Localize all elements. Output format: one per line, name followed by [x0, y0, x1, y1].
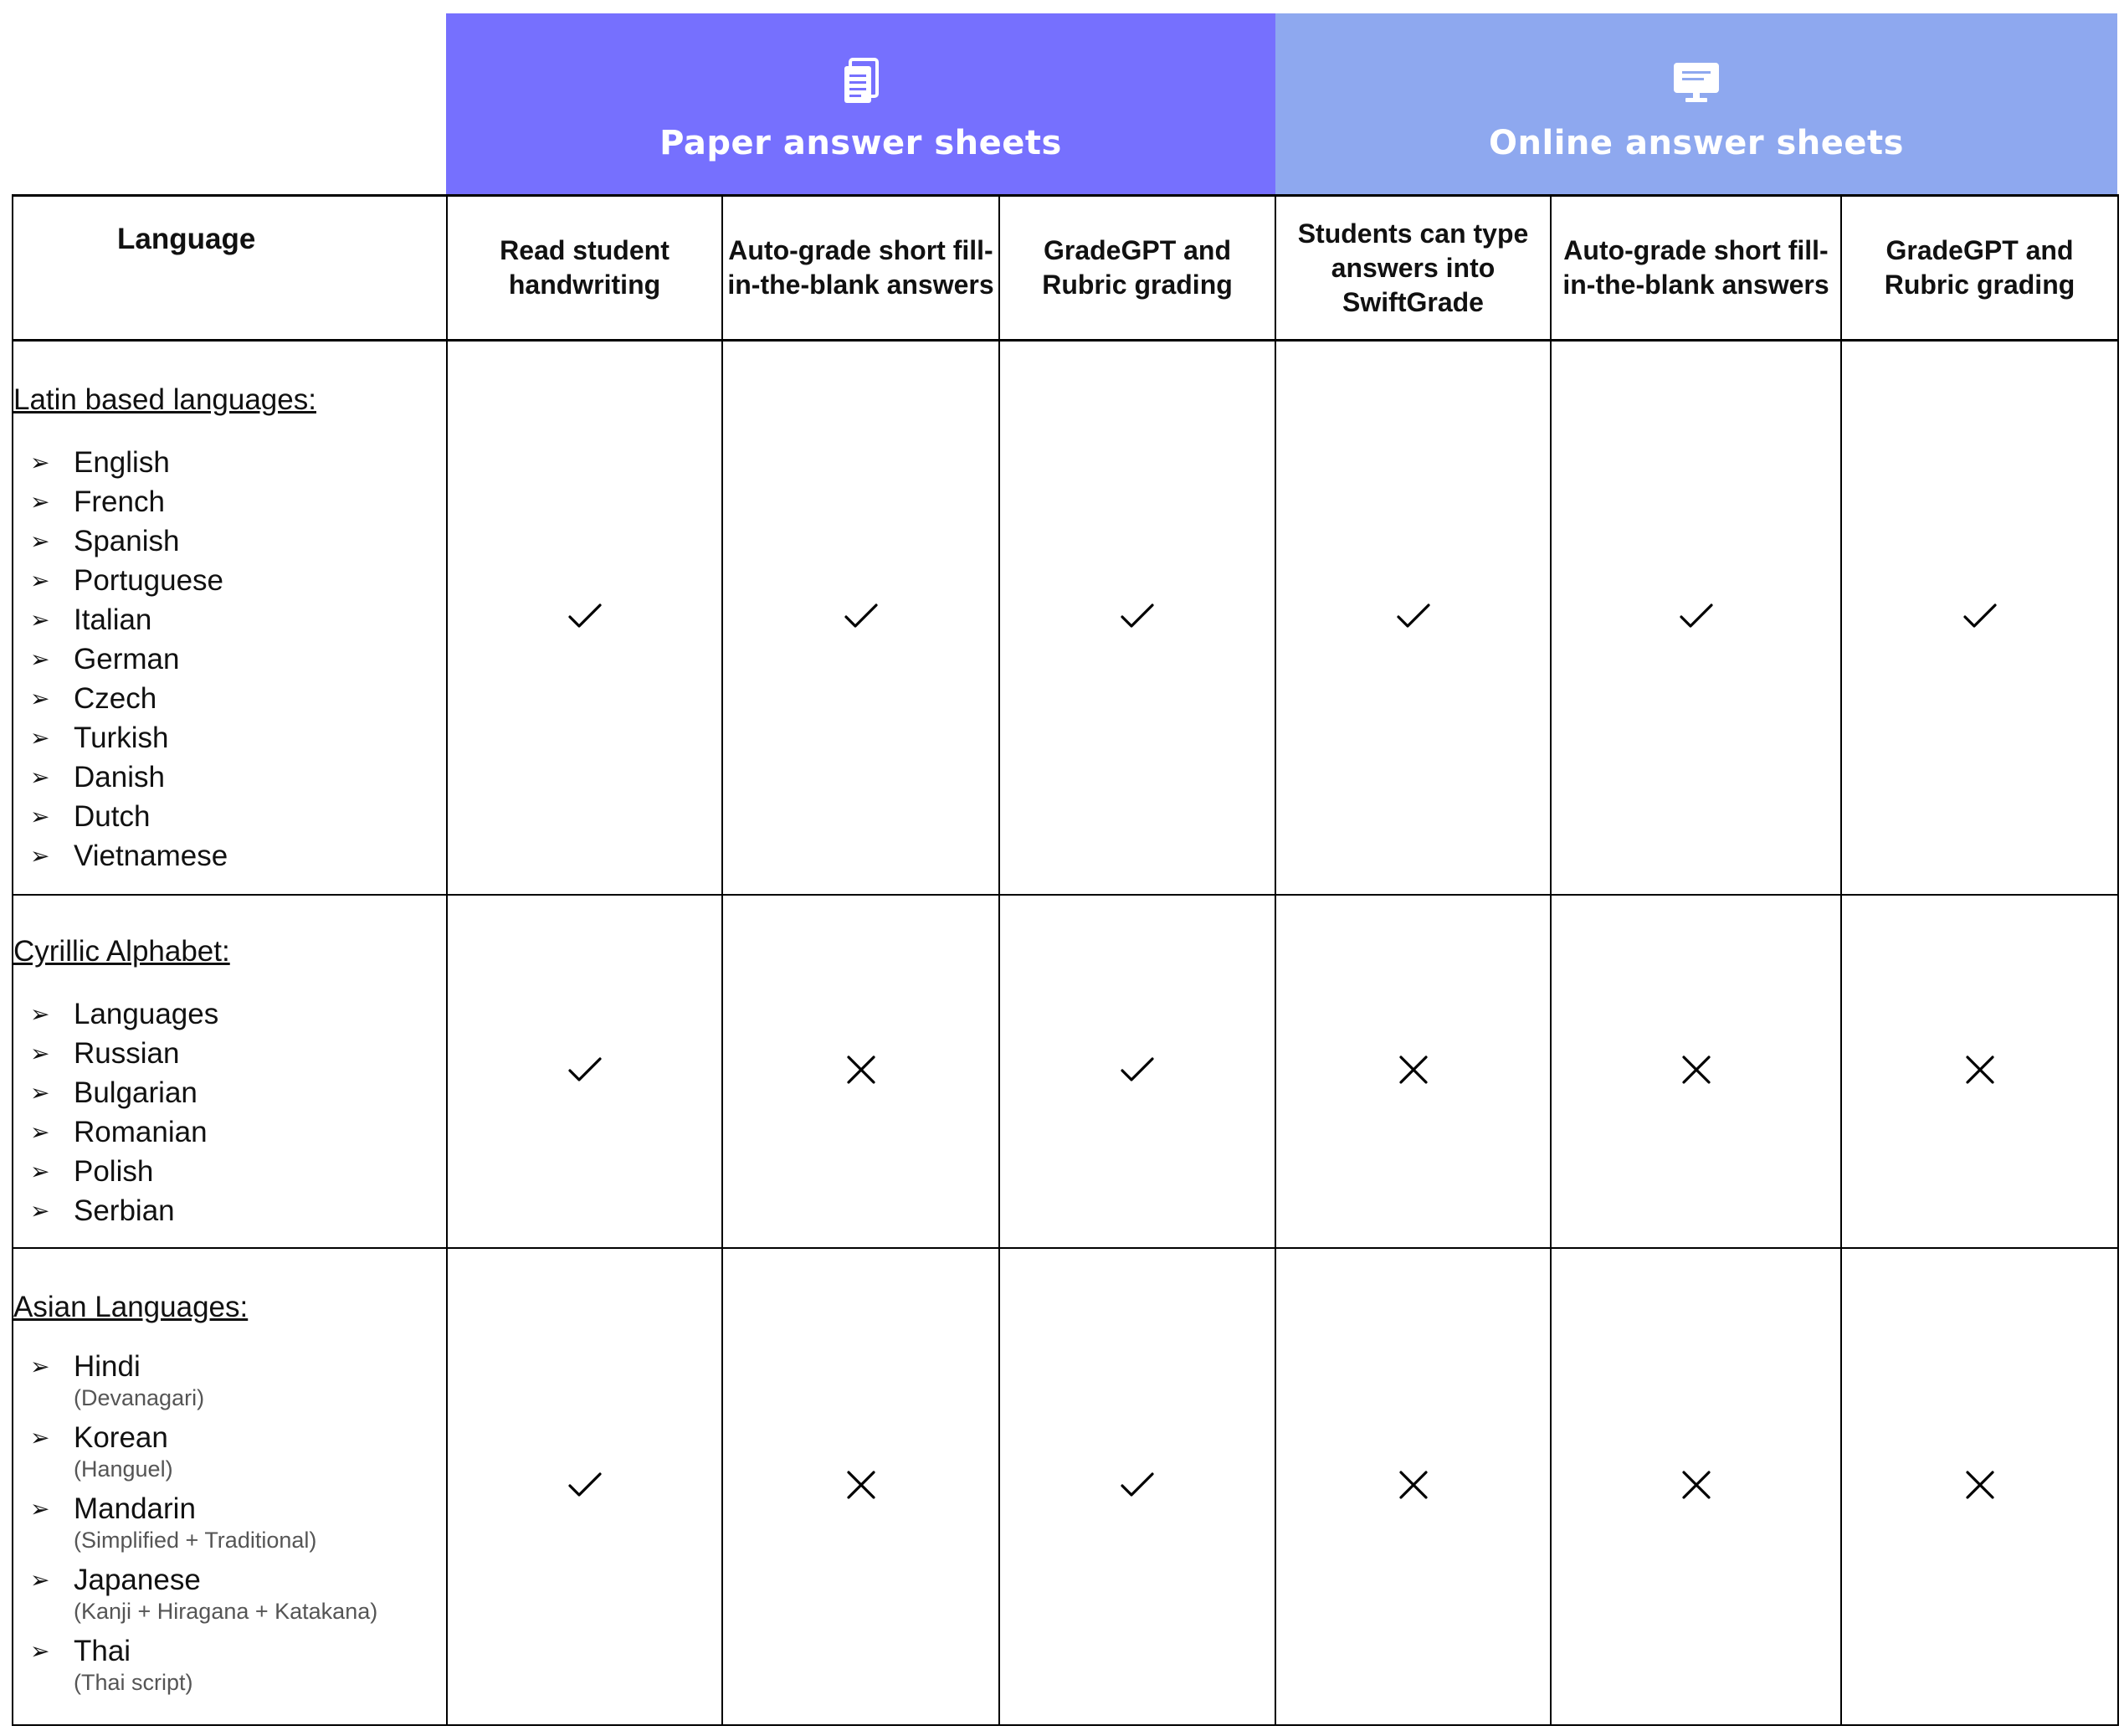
- check-icon: [1119, 599, 1156, 633]
- check-icon: [1119, 1053, 1156, 1086]
- table-row: [13, 1248, 2118, 1725]
- support-cell: [722, 341, 999, 896]
- language-group-cell: [13, 895, 447, 1248]
- table-row: [13, 895, 2118, 1248]
- arrow-bullet-icon: ➢: [30, 488, 50, 515]
- arrow-bullet-icon: ➢: [30, 606, 50, 633]
- paper-answer-sheets-header: [446, 13, 1275, 194]
- arrow-bullet-icon: ➢: [30, 645, 50, 672]
- language-name: Spanish: [74, 524, 180, 557]
- list-item: [13, 639, 446, 679]
- arrow-bullet-icon: ➢: [30, 1566, 50, 1593]
- list-item: [13, 1191, 446, 1230]
- language-name: Romanian: [74, 1116, 208, 1148]
- script-note: (Devanagari): [74, 1384, 205, 1410]
- cross-icon: [843, 1053, 880, 1086]
- cross-icon: [1678, 1468, 1715, 1502]
- arrow-bullet-icon: ➢: [30, 1198, 50, 1224]
- list-item: [13, 600, 446, 639]
- table-row: [13, 341, 2118, 896]
- support-cell: [1551, 341, 1841, 896]
- language-name: Italian: [74, 603, 152, 636]
- support-cell: [999, 341, 1275, 896]
- list-item: [13, 1564, 446, 1626]
- check-icon: [1119, 1468, 1156, 1502]
- list-item: [13, 718, 446, 758]
- list-item: [13, 1492, 446, 1554]
- language-name: Languages: [74, 998, 219, 1030]
- check-icon: [567, 1053, 603, 1086]
- section-title: Asian Languages:: [13, 1290, 249, 1323]
- support-cell: [1275, 341, 1551, 896]
- list-item: [13, 836, 446, 876]
- arrow-bullet-icon: ➢: [30, 1637, 50, 1664]
- list-item: [13, 1034, 446, 1073]
- language-name: English: [74, 445, 170, 479]
- list-item: [13, 443, 446, 482]
- support-cell: [1841, 1248, 2118, 1725]
- support-cell: [722, 1248, 999, 1725]
- arrow-bullet-icon: ➢: [30, 567, 50, 593]
- language-list: [13, 443, 446, 876]
- language-list: [13, 1350, 446, 1697]
- support-cell: [447, 1248, 722, 1725]
- list-item: [13, 1421, 446, 1483]
- list-item: [13, 482, 446, 521]
- language-name: Polish: [74, 1155, 154, 1188]
- list-item: [13, 994, 446, 1034]
- language-group-cell: [13, 1248, 447, 1725]
- list-item: [13, 797, 446, 836]
- arrow-bullet-icon: ➢: [30, 1001, 50, 1027]
- support-cell: [447, 895, 722, 1248]
- list-item: [13, 1073, 446, 1112]
- language-name: Portuguese: [74, 563, 224, 597]
- group-label: Online answer sheets: [1489, 124, 1904, 162]
- support-cell: [447, 341, 722, 896]
- support-cell: [1551, 1248, 1841, 1725]
- language-column-header: Language: [13, 196, 447, 341]
- column-header: Read student handwriting: [447, 196, 722, 341]
- support-cell: [1551, 895, 1841, 1248]
- language-name: Bulgarian: [74, 1076, 198, 1109]
- language-support-table: [12, 194, 2119, 1726]
- arrow-bullet-icon: ➢: [30, 1158, 50, 1184]
- language-name: Dutch: [74, 799, 151, 833]
- cross-icon: [1678, 1053, 1715, 1086]
- language-name: Hindi: [74, 1349, 141, 1383]
- language-name: German: [74, 642, 180, 675]
- online-answer-sheets-header: [1275, 13, 2117, 194]
- list-item: [13, 521, 446, 561]
- list-item: [13, 1350, 446, 1412]
- script-note: (Simplified + Traditional): [74, 1527, 317, 1553]
- arrow-bullet-icon: ➢: [30, 449, 50, 475]
- section-title: Latin based languages:: [13, 383, 316, 416]
- language-name: Vietnamese: [74, 839, 228, 872]
- arrow-bullet-icon: ➢: [30, 685, 50, 711]
- language-name: Korean: [74, 1420, 168, 1454]
- list-item: [13, 758, 446, 797]
- list-item: [13, 1112, 446, 1152]
- script-note: (Thai script): [74, 1669, 193, 1695]
- column-header: Students can type answers into SwiftGrade: [1275, 196, 1551, 341]
- check-icon: [1395, 599, 1432, 633]
- check-icon: [1962, 599, 1998, 633]
- support-cell: [1275, 895, 1551, 1248]
- arrow-bullet-icon: ➢: [30, 1495, 50, 1522]
- language-name: Thai: [74, 1634, 131, 1667]
- check-icon: [843, 599, 880, 633]
- monitor-icon: [1672, 55, 1721, 109]
- language-name: Serbian: [74, 1194, 175, 1227]
- language-name: Czech: [74, 681, 157, 715]
- header-row: [13, 196, 2118, 341]
- arrow-bullet-icon: ➢: [30, 803, 50, 829]
- check-icon: [1678, 599, 1715, 633]
- support-cell: [1841, 341, 2118, 896]
- support-cell: [1841, 895, 2118, 1248]
- language-list: [13, 994, 446, 1230]
- cross-icon: [1962, 1053, 1998, 1086]
- script-note: (Hanguel): [74, 1456, 173, 1482]
- list-item: [13, 561, 446, 600]
- list-item: [13, 679, 446, 718]
- arrow-bullet-icon: ➢: [30, 763, 50, 790]
- script-note: (Kanji + Hiragana + Katakana): [74, 1598, 378, 1624]
- check-icon: [567, 1468, 603, 1502]
- list-item: [13, 1152, 446, 1191]
- cross-icon: [1395, 1053, 1432, 1086]
- check-icon: [567, 599, 603, 633]
- support-cell: [999, 895, 1275, 1248]
- language-name: Japanese: [74, 1563, 201, 1596]
- column-header: GradeGPT and Rubric grading: [1841, 196, 2118, 341]
- document-icon: [842, 55, 880, 109]
- cross-icon: [1962, 1468, 1998, 1502]
- language-name: Turkish: [74, 721, 169, 754]
- cross-icon: [1395, 1468, 1432, 1502]
- arrow-bullet-icon: ➢: [30, 842, 50, 869]
- arrow-bullet-icon: ➢: [30, 1424, 50, 1451]
- support-cell: [999, 1248, 1275, 1725]
- arrow-bullet-icon: ➢: [30, 1353, 50, 1379]
- arrow-bullet-icon: ➢: [30, 1119, 50, 1145]
- column-header: Auto-grade short fill-in-the-blank answers: [1551, 196, 1841, 341]
- list-item: [13, 1635, 446, 1697]
- cross-icon: [843, 1468, 880, 1502]
- language-name: Russian: [74, 1037, 180, 1070]
- arrow-bullet-icon: ➢: [30, 1040, 50, 1066]
- language-name: Danish: [74, 760, 165, 794]
- column-header: Auto-grade short fill-in-the-blank answers: [722, 196, 999, 341]
- language-name: Mandarin: [74, 1492, 196, 1525]
- language-name: French: [74, 485, 165, 518]
- arrow-bullet-icon: ➢: [30, 724, 50, 751]
- group-label: Paper answer sheets: [659, 124, 1062, 162]
- support-cell: [1275, 1248, 1551, 1725]
- arrow-bullet-icon: ➢: [30, 1080, 50, 1106]
- language-group-cell: [13, 341, 447, 896]
- column-header: GradeGPT and Rubric grading: [999, 196, 1275, 341]
- section-title: Cyrillic Alphabet:: [13, 935, 230, 968]
- arrow-bullet-icon: ➢: [30, 527, 50, 554]
- support-cell: [722, 895, 999, 1248]
